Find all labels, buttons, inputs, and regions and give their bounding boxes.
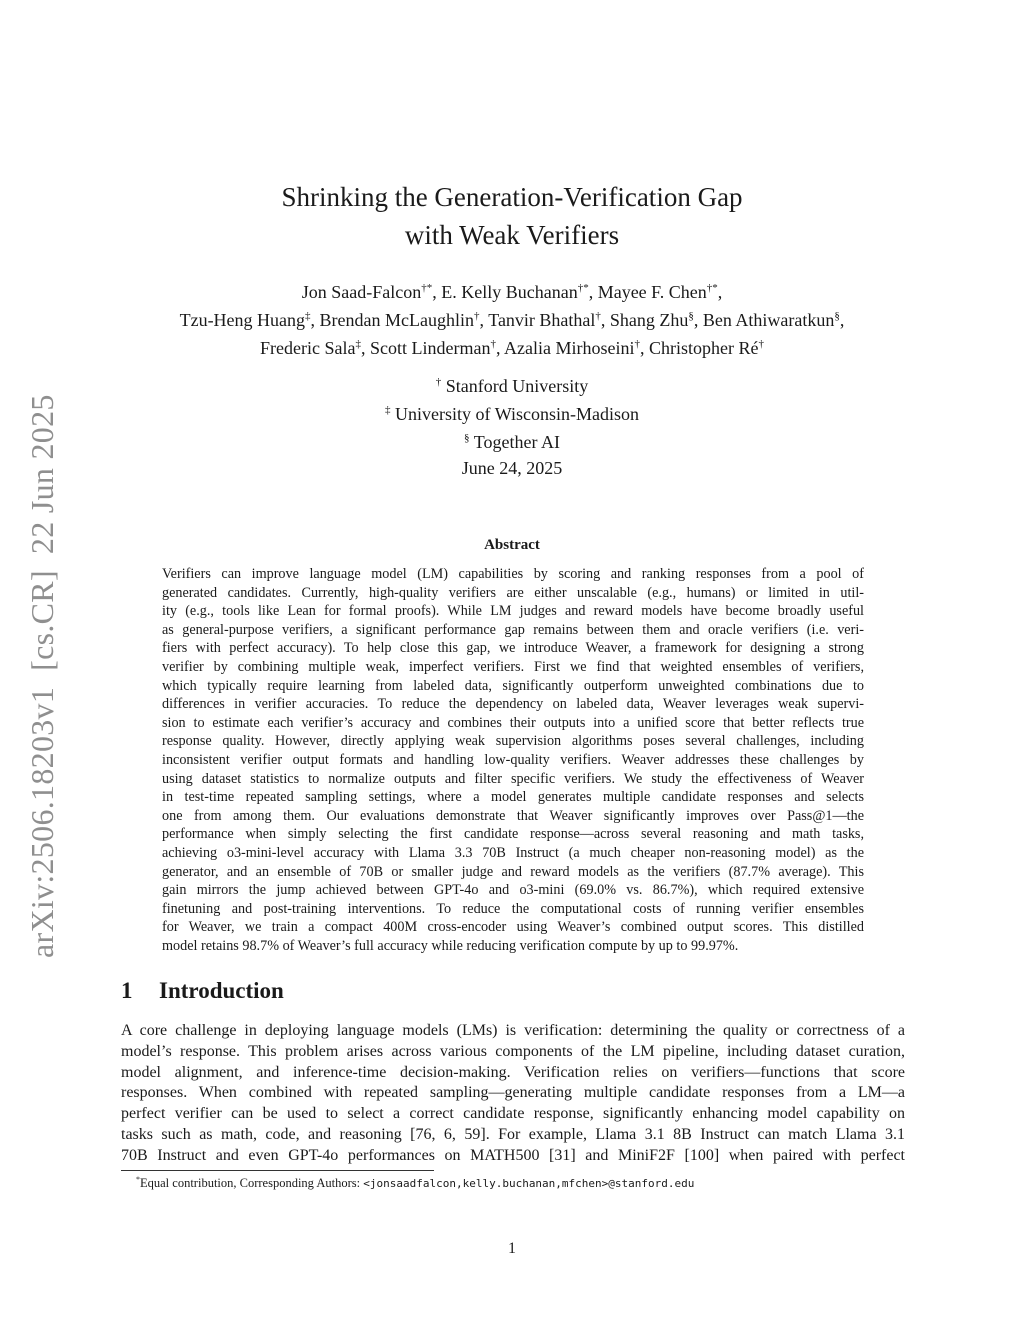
title-line-2: with Weak Verifiers xyxy=(404,220,620,250)
affiliation-name: Together AI xyxy=(473,432,560,452)
abstract-line: model retains 98.7% of Weaver’s full accuracy while reducing verification compute by up to 99.97%. xyxy=(162,937,739,954)
author-marks: † xyxy=(758,338,764,350)
section-number: 1 xyxy=(121,978,133,1003)
affiliation xyxy=(0,370,1024,398)
author-marks: † xyxy=(634,338,640,350)
arxiv-id: arXiv:2506.18203v1 xyxy=(24,686,60,958)
footnote-mark: * xyxy=(136,1175,140,1184)
affiliation-name: University of Wisconsin-Madison xyxy=(395,404,639,424)
abstract-line: achieving o3-mini-level accuracy with Llama 3.3 70B Instruct (a much cheaper non-reasoning model) as the xyxy=(162,844,864,861)
abstract-line: for Weaver, we train a compact 400M cross-encoder using Weaver’s combined output scores. This distilled xyxy=(162,919,864,936)
abstract-line: fiers with perfect accuracy). To help close this gap, we introduce Weaver, a framework for designing a strong xyxy=(162,640,864,657)
author-marks: § xyxy=(834,310,840,322)
abstract-line: which typically require learning from labeled data, significantly outperform unweighted combinations due to xyxy=(162,677,864,694)
author-name: Brendan McLaughlin xyxy=(319,310,475,330)
author-name: Shang Zhu xyxy=(609,310,689,330)
footnote xyxy=(136,1175,694,1191)
affiliation-mark: § xyxy=(464,432,470,444)
affiliation-name: Stanford University xyxy=(445,376,589,396)
abstract-line: sion to estimate each verifier’s accuracy and combines their outputs into a unified score that better reflects true xyxy=(162,714,864,731)
paper-title xyxy=(0,178,1024,254)
abstract-line: finetuning and post-training interventions. To reduce the computational costs of running verifier ensembles xyxy=(162,900,864,917)
affiliation-mark: ‡ xyxy=(385,404,391,416)
footnote-emails[interactable]: <jonsaadfalcon,kelly.buchanan,mfchen>@stanford.edu xyxy=(363,1177,695,1191)
author-name: Tzu-Heng Huang xyxy=(179,310,306,330)
abstract-line: performance when simply selecting the first candidate response—across several reasoning and math tasks, xyxy=(162,826,864,843)
author-line: Jon Saad-Falcon†*, E. Kelly Buchanan†*, Mayee F. Chen†*, xyxy=(301,282,723,302)
section-line: model’s response. This problem arises across various components of the LM pipeline, including dataset curation, xyxy=(121,1042,905,1060)
author-name: Azalia Mirhoseini xyxy=(504,338,635,358)
section-heading xyxy=(121,978,284,1004)
affiliation xyxy=(0,426,1024,454)
author-marks: § xyxy=(688,310,694,322)
author-name: Jon Saad-Falcon xyxy=(301,282,422,302)
abstract-line: inconsistent verifier output formats and handling low-quality verifiers. Weaver addresses these challenges by xyxy=(162,751,864,768)
author-name: Tanvir Bhathal xyxy=(488,310,596,330)
abstract-heading: Abstract xyxy=(484,537,540,553)
author-marks: †* xyxy=(421,282,433,294)
author-line: Tzu-Heng Huang‡, Brendan McLaughlin†, Tanvir Bhathal†, Shang Zhu§, Ben Athiwaratkun§, xyxy=(179,310,845,330)
section-body xyxy=(121,1021,905,1167)
paper-date: June 24, 2025 xyxy=(461,458,563,478)
section-line: responses. When combined with repeated sampling—generating multiple candidate responses from a LM—a xyxy=(121,1084,905,1102)
affiliation xyxy=(0,398,1024,426)
author-marks: ‡ xyxy=(305,310,311,322)
abstract-line: generator, and an ensemble of 70B or smaller judge and reward models as the verifiers (87.7% average). This xyxy=(162,863,864,880)
abstract-line: generated candidates. Currently, high-quality verifiers are either unscalable (e.g., humans) or limited in util- xyxy=(162,584,864,601)
author-name: Scott Linderman xyxy=(370,338,491,358)
footnote-text: Equal contribution, Corresponding Authors: xyxy=(140,1176,364,1191)
author-line: Frederic Sala‡, Scott Linderman†, Azalia Mirhoseini†, Christopher Ré† xyxy=(260,338,764,358)
section-line: perfect verifier can be used to select a correct candidate response, significantly enhancing model capability on xyxy=(121,1105,905,1123)
footnote-rule xyxy=(121,1170,434,1171)
affiliations xyxy=(0,370,1024,454)
author-name: Frederic Sala xyxy=(260,338,356,358)
abstract-body xyxy=(162,565,864,955)
abstract-line: differences in verifier accuracies. To reduce the dependency on labeled data, Weaver leverages weak supervi- xyxy=(162,696,864,713)
section-title: Introduction xyxy=(159,978,284,1003)
affiliation-mark: † xyxy=(435,376,442,388)
author-marks: † xyxy=(474,310,480,322)
abstract-line: in test-time repeated sampling settings, where a model generates multiple candidate responses and selects xyxy=(162,789,864,806)
abstract-line: verifier by combining multiple weak, imperfect verifiers. First we find that weighted ensembles of verifiers, xyxy=(162,658,864,675)
section-line: 70B Instruct and even GPT-4o performances on MATH500 [31] and MiniF2F [100] when paired with perfect xyxy=(121,1146,905,1164)
section-line: tasks such as math, code, and reasoning [76, 6, 59]. For example, Llama 3.1 8B Instruct can match Llama 3.1 xyxy=(121,1125,905,1143)
author-name: Mayee F. Chen xyxy=(597,282,707,302)
abstract-line: using dataset statistics to normalize outputs and filter specific verifiers. We study the effectiveness of Weaver xyxy=(162,770,864,787)
title-line-1: Shrinking the Generation-Verification Gap xyxy=(281,182,743,212)
abstract-line: gain mirrors the jump achieved between GPT-4o and o3-mini (69.0% vs. 86.7%), which required extensive xyxy=(162,882,864,899)
page-number: 1 xyxy=(508,1240,516,1257)
arxiv-date: 22 Jun 2025 xyxy=(24,394,60,555)
section-line: model alignment, and inference-time decision-making. Verification relies on verifiers—functions that score xyxy=(121,1063,905,1081)
author-name: Ben Athiwaratkun xyxy=(702,310,835,330)
section-line: A core challenge in deploying language models (LMs) is verification: determining the quality or correctness of a xyxy=(121,1022,905,1039)
author-marks: †* xyxy=(577,282,589,294)
author-marks: † xyxy=(490,338,496,350)
author-marks: †* xyxy=(706,282,718,294)
author-marks: ‡ xyxy=(355,338,361,350)
abstract-line: Verifiers can improve language model (LM) capabilities by scoring and ranking responses from a pool of xyxy=(162,566,864,582)
author-name: Christopher Ré xyxy=(648,338,759,358)
abstract-line: one from among them. Our evaluations demonstrate that Weaver significantly improves over Pass@1—the xyxy=(162,807,864,824)
author-list xyxy=(0,276,1024,360)
abstract-line: response quality. However, directly applying weak supervision algorithms poses several challenges, including xyxy=(162,733,864,750)
abstract-line: as general-purpose verifiers, a significant performance gap remains between them and oracle verifiers (i.e. veri- xyxy=(162,621,864,638)
abstract-line: ity (e.g., tools like Lean for formal proofs). While LM judges and reward models have become broadly useful xyxy=(162,603,864,620)
arxiv-category: [cs.CR] xyxy=(24,570,60,671)
author-name: E. Kelly Buchanan xyxy=(441,282,578,302)
author-marks: † xyxy=(595,310,601,322)
